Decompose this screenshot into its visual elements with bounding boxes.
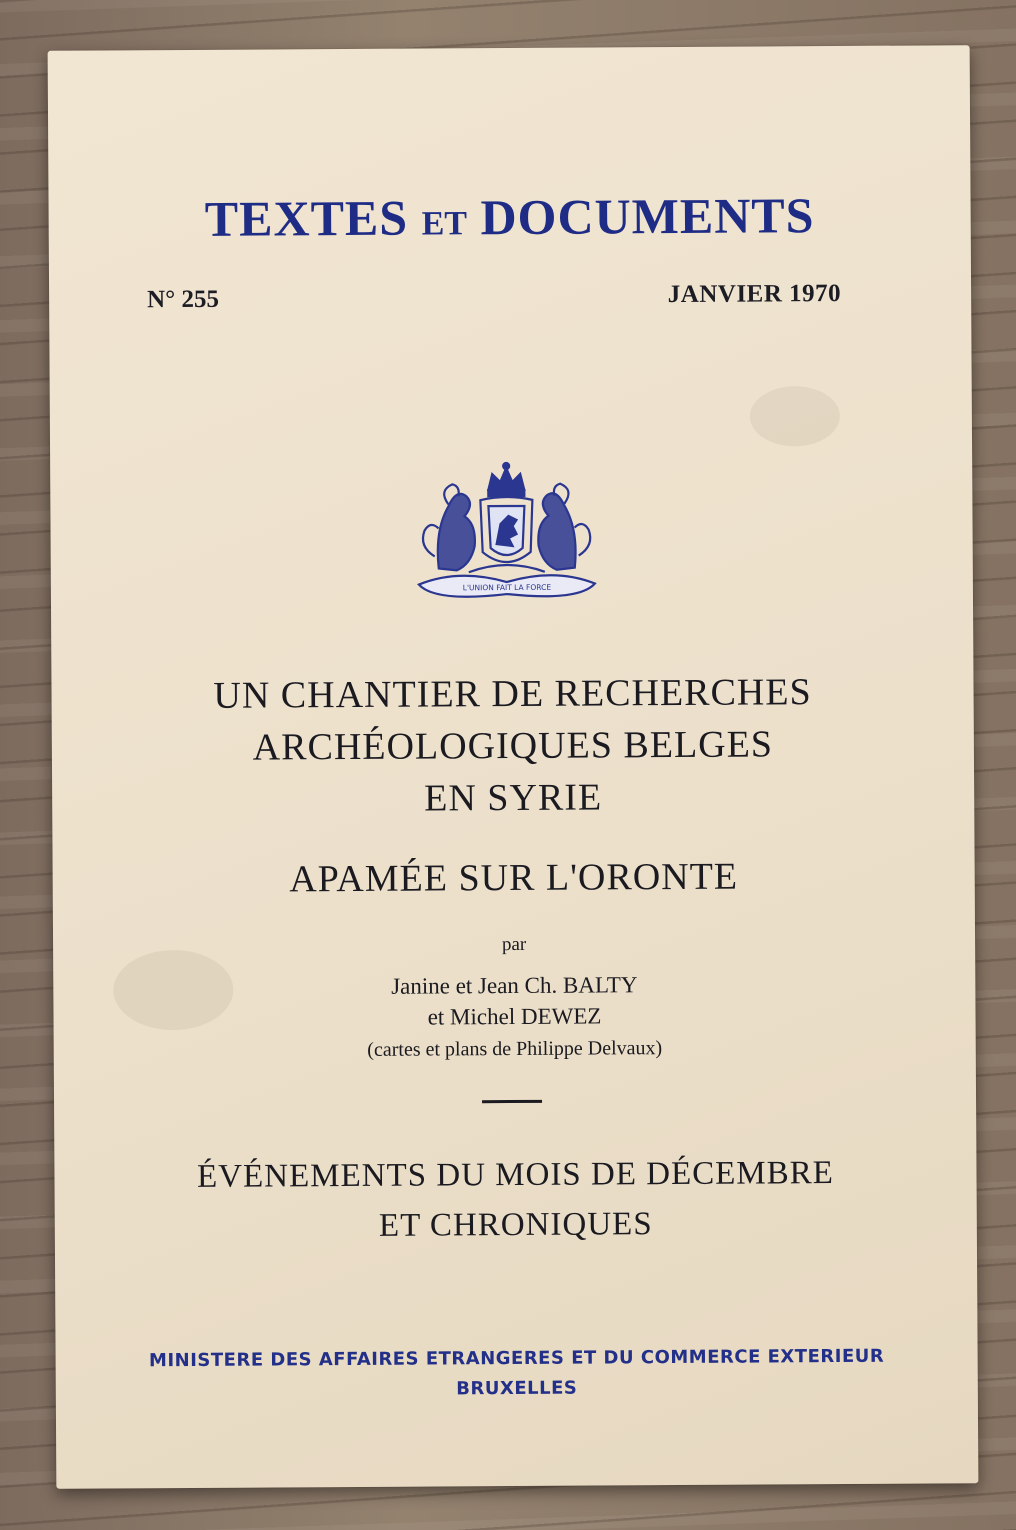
publisher [56, 1341, 978, 1407]
series-title [48, 185, 970, 249]
issue-date: JANVIER 1970 [667, 279, 842, 309]
booklet-cover [48, 45, 979, 1489]
events-title-line2: ET CHRONIQUES [378, 1206, 653, 1244]
series-title-part1: TEXTES [204, 189, 409, 247]
series-title-part2: ET [421, 205, 468, 243]
main-title [51, 665, 974, 827]
paper-stain [750, 386, 840, 447]
events-title [54, 1147, 977, 1253]
motto-text: L'UNION FAIT LA FORCE [462, 582, 552, 593]
by-label: par [501, 933, 527, 956]
credits: (cartes et plans de Philippe Delvaux) [367, 1037, 663, 1061]
divider [482, 1100, 542, 1103]
series-title-part3: DOCUMENTS [480, 187, 815, 246]
subtitle: APAMÉE SUR L'ORONTE [289, 855, 739, 901]
authors-line1: Janine et Jean Ch. BALTY [391, 972, 638, 999]
publisher-line1: MINISTERE DES AFFAIRES ETRANGERES ET DU COMMERCE EXTERIEUR [148, 1345, 885, 1372]
issue-number: N° 255 [147, 285, 220, 314]
main-title-line3: EN SYRIE [424, 776, 603, 820]
main-title-line2: ARCHÉOLOGIQUES BELGES [252, 723, 774, 769]
events-title-line1: ÉVÉNEMENTS DU MOIS DE DÉCEMBRE [196, 1155, 835, 1195]
authors [53, 967, 975, 1035]
main-title-line1: UN CHANTIER DE RECHERCHES [213, 671, 812, 717]
coat-of-arms-icon [408, 459, 605, 610]
publisher-line2: BRUXELLES [456, 1377, 578, 1400]
authors-line2: et Michel DEWEZ [427, 1003, 602, 1030]
